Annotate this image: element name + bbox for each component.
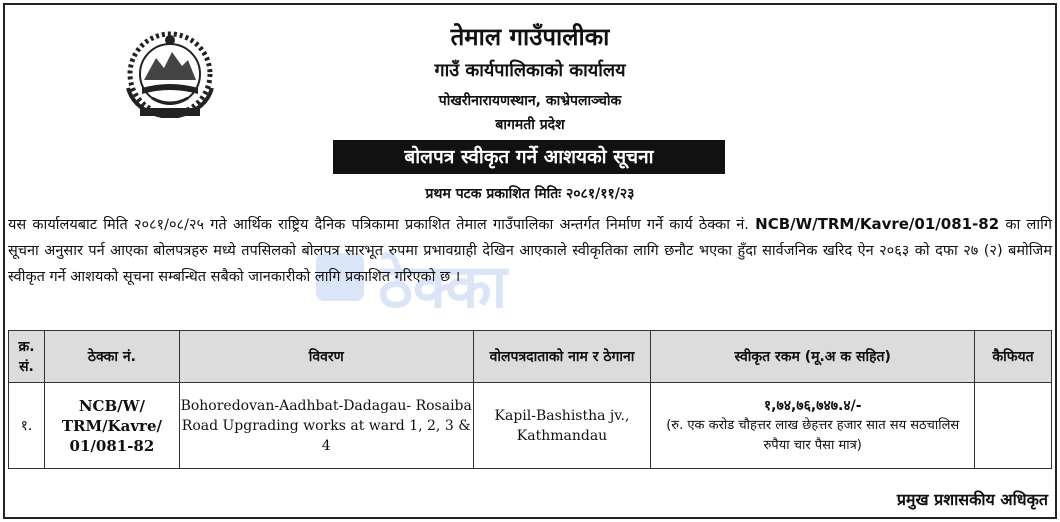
table-header-row [9, 331, 1052, 383]
cell-bidder: Kapil-Bashistha jv., Kathmandau [473, 383, 651, 469]
header-description: विवरण [179, 331, 473, 383]
header-amount: स्वीकृत रकम (मू.अ क सहित) [651, 331, 975, 383]
approved-bid-table [8, 330, 1052, 469]
header-remarks: कैफियत [975, 331, 1052, 383]
header-contract: ठेक्का नं. [44, 331, 179, 383]
header-bidder: वोलपत्रदाताको नाम र ठेगाना [473, 331, 651, 383]
notice-title: बोलपत्र स्वीकृत गर्ने आशयको सूचना [333, 140, 725, 174]
province-name: बागमती प्रदेश [495, 117, 565, 133]
cell-description: Bohoredovan-Aadhbat-Dadagau- Rosaiba Road Upgrading works at ward 1, 2, 3 & 4 [179, 383, 473, 469]
office-address: पोखरीनारायणस्थान, काभ्रेपलाञ्चोक [438, 93, 622, 109]
office-name: गाउँ कार्यपालिकाको कार्यालय [434, 60, 626, 81]
body-text-part2: का लागि सूचना अनुसार पर्न आएका बोलपत्रहरु मध्ये तपसिलको बोलपत्र सारभूत रुपमा प्रभावग्राही देखिन आएकाले स्वीकृतिका लागि छनौट भएका हुँदा सार्वजनिक खरिद ऐन २०६३ को दफा २७ (२) बमोजिम स्वीकृत गर्ने आशयको सूचना सम्बन्धित सबैको जानकारीको लागि प्रकाशित गरिएको छ । [8, 217, 1053, 285]
body-text-part1: यस कार्यालयबाट मिति २०८१/०८/२५ गते आर्थिक राष्ट्रिय दैनिक पत्रिकामा प्रकाशित तेमाल गाउँपालिका अन्तर्गत निर्माण गर्ने कार्य ठेक्का नं. [8, 217, 749, 233]
cell-sn: १. [9, 383, 45, 469]
notice-body [8, 211, 1052, 290]
header-sn: क्र. सं. [9, 331, 45, 383]
contract-number: NCB/W/TRM/Kavre/01/081-82 [755, 215, 1000, 233]
signature-title: प्रमुख प्रशासकीय अधिकृत [896, 490, 1048, 509]
amount-figure: १,७४,७६,७४७.४/- [763, 397, 862, 414]
watermark-text: ठेक्का [378, 252, 508, 322]
cell-amount [651, 383, 975, 469]
published-date: प्रथम पटक प्रकाशित मितिः २०८१/११/२३ [425, 186, 635, 202]
table-row [9, 383, 1052, 469]
cell-contract: NCB/W/ TRM/Kavre/ 01/081-82 [44, 383, 179, 469]
municipality-name: तेमाल गाउँपालीका [450, 23, 610, 51]
cell-remarks [975, 383, 1052, 469]
amount-in-words: (रु. एक करोड चौहत्तर लाख छेहत्तर हजार सात सय सठचालिस रुपैया चार पैसा मात्र) [666, 417, 960, 453]
